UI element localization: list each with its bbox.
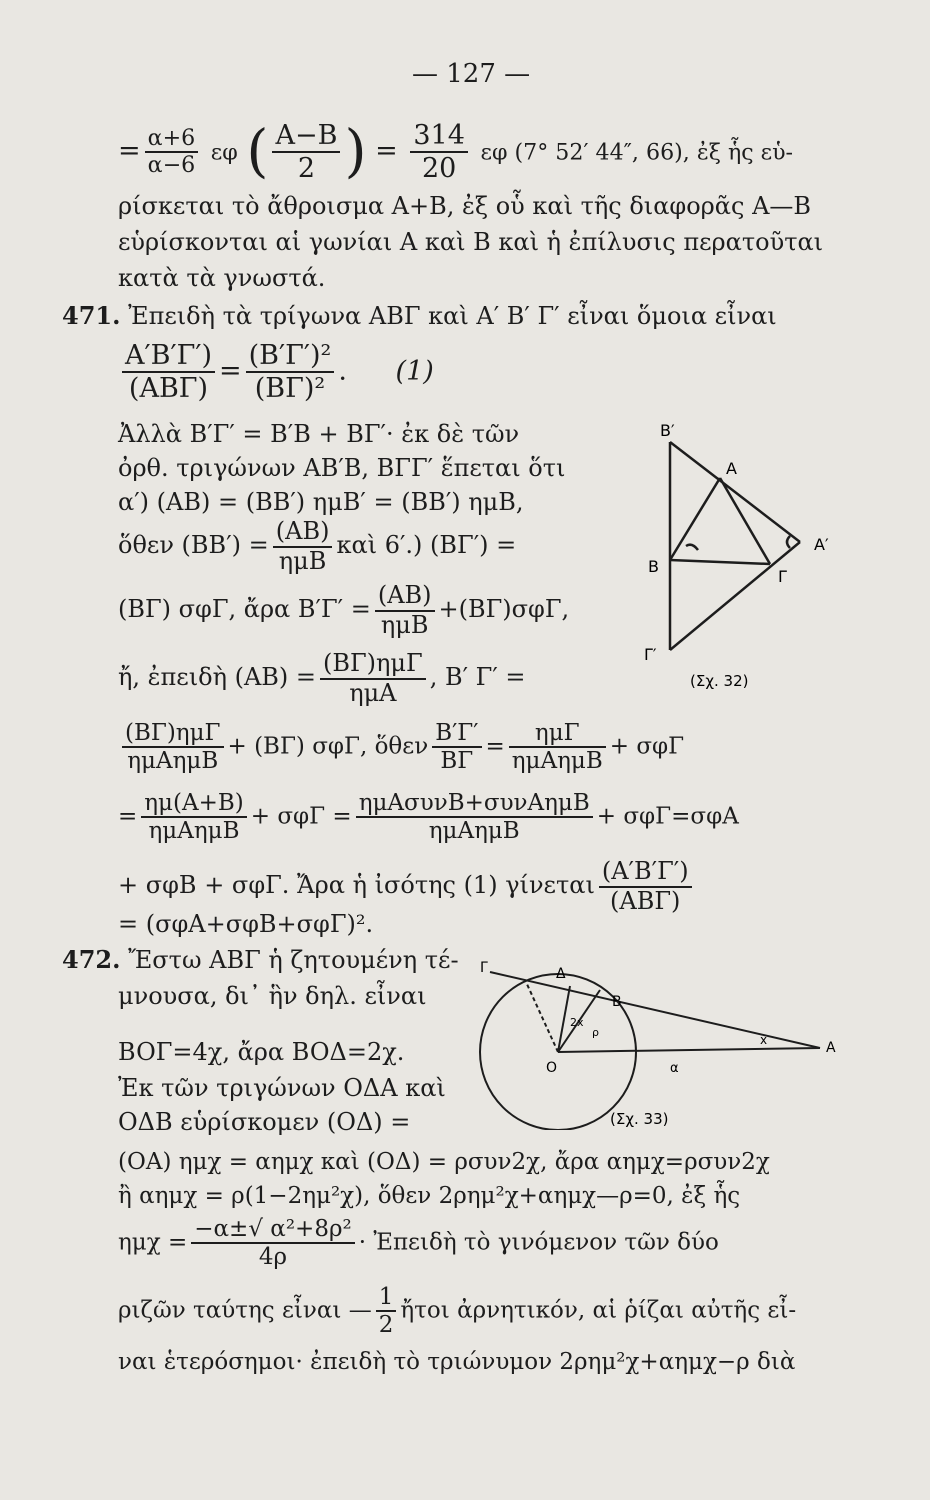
fraction: (A′B′Γ′) (ΑΒΓ) — [599, 858, 692, 915]
fraction: (AB) ημB — [375, 582, 435, 639]
equation-line: ὅθεν (BB′) = (AB) ημB καὶ 6′.) (BΓ′) = — [118, 517, 517, 575]
equation-line: (ΒΓ)ημΓ ημAημB + (ΒΓ) σφΓ, ὅθεν $\frac{B'\Gamma'}{B\Gamma}$ = ημΓ ημAημB + σφΓ — [118, 720, 684, 775]
equation-line-1: = $\frac{\alpha+6}{\alpha-6}$ εφ ( $\frac{A-B}{2}$ ) = $\frac{314}{20}$ εφ (7° 52′ 44″, 66), ἐξ ἧς εὑ- — [118, 118, 794, 185]
fraction: $\frac{\alpha+6}{\alpha-6}$ — [145, 126, 199, 179]
equation-line: = ημ(A+B) ημAημB + σφΓ = ημAσυνB+συνAημB ημAημB + σφΓ=σφA — [118, 790, 739, 845]
text-line: OΔB εὑρίσκομεν (OΔ) = — [118, 1108, 411, 1136]
label-a: A — [826, 1040, 836, 1056]
fraction: $\frac{1}{2}$ — [376, 1284, 397, 1339]
fraction: (ΒΓ)ημΓ ημA — [320, 650, 426, 707]
label-gamma: Γ — [480, 960, 488, 976]
fraction: $\frac{\text{(B′Γ′)²}}{\text{(ΒΓ)²}}$ — [246, 340, 335, 404]
equation-1: A′B′Γ′) (ΑΒΓ) = $\frac{\text{(B′Γ′)²}}{\text{(ΒΓ)²}}$ . (1) — [118, 340, 434, 404]
equation-line: (ΒΓ) σφΓ, ἄρα B′Γ′ = (AB) ημB +(ΒΓ)σφΓ, — [118, 581, 570, 639]
label-a-prime: A′ — [814, 535, 829, 554]
text-line: ἢ αημχ = ρ(1−2ημ²χ), ὅθεν 2ρημ²χ+αημχ—ρ=0, ἐξ ἧς — [118, 1183, 741, 1209]
figure-caption: (Σχ. 33) — [610, 1110, 669, 1128]
text-line: κατὰ τὰ γνωστά. — [118, 264, 326, 292]
text-line: ὀρθ. τριγώνων AB′B, ΒΓΓ′ ἕπεται ὅτι — [118, 454, 566, 482]
fraction: (AB) ημB — [273, 518, 333, 575]
label-b: B — [648, 557, 659, 576]
label-gamma: Γ — [778, 567, 787, 586]
problem-471: 471. Ἐπειδὴ τὰ τρίγωνα ΑΒΓ καὶ Α′ Β′ Γ′ εἶναι ὅμοια εἶναι — [62, 301, 777, 330]
label-rho: ρ — [592, 1026, 599, 1039]
fraction: (ΒΓ)ημΓ ημAημB — [122, 720, 224, 775]
equation-line: ριζῶν ταύτης εἶναι — $\frac{1}{2}$ ἤτοι ἀρνητικόν, αἱ ῥίζαι αὐτῆς εἶ- — [118, 1284, 797, 1339]
equation-line: + σφB + σφΓ. Ἄρα ἡ ἰσότης (1) γίνεται (A′B′Γ′) (ΑΒΓ) — [118, 858, 696, 915]
fraction: A′B′Γ′) (ΑΒΓ) — [122, 340, 215, 404]
text-line: α′) (AB) = (BB′) ημB′ = (BB′) ημB, — [118, 488, 524, 516]
fraction: ημAσυνB+συνAημB ημAημB — [356, 790, 593, 845]
fraction: $\frac{A-B}{2}$ — [272, 120, 340, 184]
text-line: ρίσκεται τὸ ἄθροισμα A+B, ἐξ οὗ καὶ τῆς διαφορᾶς A—B — [118, 192, 812, 220]
text-line: Ἀλλὰ B′Γ′ = B′B + ΒΓ′· ἐκ δὲ τῶν — [118, 420, 520, 448]
text-line: Ἐκ τῶν τριγώνων OΔA καὶ — [118, 1074, 446, 1102]
label-b-prime: B′ — [660, 421, 675, 440]
label-delta: Δ — [556, 966, 566, 982]
label-alpha: α — [670, 1061, 679, 1076]
label-o: O — [546, 1060, 558, 1076]
fraction: $\frac{\text{−α±√ α²+8ρ²}}{4\rho}$ — [191, 1216, 354, 1271]
label-b: B — [612, 994, 622, 1010]
fraction: ημ(A+B) ημAημB — [141, 790, 246, 845]
text-line: μνουσα, δι᾿ ἣν δηλ. εἶναι — [118, 982, 427, 1010]
figure-caption: (Σχ. 32) — [690, 672, 749, 690]
problem-472: 472. Ἔστω ΑΒΓ ἡ ζητουμένη τέ- — [62, 945, 459, 974]
label-gamma-prime: Γ′ — [644, 645, 657, 664]
equation-line: ἤ, ἐπειδὴ (AB) = (ΒΓ)ημΓ ημA , B′ Γ′ = — [118, 649, 526, 707]
fraction: $\frac{B'\Gamma'}{B\Gamma}$ — [432, 720, 481, 775]
text-line: BOΓ=4χ, ἄρα BOΔ=2χ. — [118, 1038, 405, 1066]
page-number: — 127 — — [412, 59, 531, 89]
text-line: (OA) ημχ = αημχ καὶ (OΔ) = ρσυν2χ, ἄρα αημχ=ρσυν2χ — [118, 1149, 770, 1175]
equation-tag: (1) — [395, 355, 434, 387]
equation-line: ημχ = $\frac{\text{−α±√ α²+8ρ²}}{4\rho}$ · Ἐπειδὴ τὸ γινόμενον τῶν δύο — [118, 1216, 719, 1271]
label-2x: 2x — [570, 1016, 584, 1029]
text-line: = (σφA+σφB+σφΓ)². — [118, 910, 374, 938]
label-x: x — [760, 1033, 768, 1047]
fraction: ημΓ ημAημB — [509, 720, 606, 775]
problem-number: 472. — [62, 945, 121, 974]
text-line: ναι ἑτερόσημοι· ἐπειδὴ τὸ τριώνυμον 2ρημ²χ+αημχ−ρ διὰ — [118, 1349, 796, 1375]
fraction: $\frac{314}{20}$ — [410, 120, 468, 184]
label-a: A — [726, 459, 737, 478]
text-line: εὑρίσκονται αἱ γωνίαι A καὶ B καὶ ἡ ἐπίλυσις περατοῦται — [118, 228, 824, 256]
problem-number: 471. — [62, 301, 121, 330]
figure-33 — [470, 960, 850, 1130]
figure-32 — [630, 410, 860, 700]
